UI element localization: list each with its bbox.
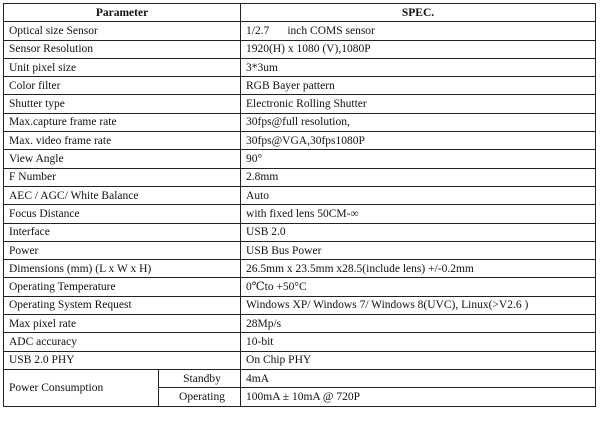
spec-cell: Windows XP/ Windows 7/ Windows 8(UVC), Linux(>V2.6 ) [241, 296, 596, 314]
table-row [4, 40, 596, 58]
param-cell: Operating System Request [4, 296, 241, 314]
table-row [4, 168, 596, 186]
spec-cell: RGB Bayer pattern [241, 77, 596, 95]
spec-cell: 30fps@full resolution, [241, 113, 596, 131]
param-cell: Optical size Sensor [4, 22, 241, 40]
spec-cell: with fixed lens 50CM-∞ [241, 205, 596, 223]
table-row [4, 333, 596, 351]
spec-cell: 90° [241, 150, 596, 168]
power-row-standby [4, 369, 596, 387]
spec-cell: 26.5mm x 23.5mm x28.5(include lens) +/-0.2mm [241, 260, 596, 278]
param-cell: ADC accuracy [4, 333, 241, 351]
table-row [4, 150, 596, 168]
table-row [4, 95, 596, 113]
param-cell: Unit pixel size [4, 58, 241, 76]
spec-cell: 30fps@VGA,30fps1080P [241, 132, 596, 150]
table-row [4, 278, 596, 296]
param-cell: AEC / AGC/ White Balance [4, 186, 241, 204]
header-spec: SPEC. [241, 4, 596, 22]
param-cell: Operating Temperature [4, 278, 241, 296]
spec-cell: 0℃to +50°C [241, 278, 596, 296]
param-cell: Interface [4, 223, 241, 241]
table-row [4, 113, 596, 131]
param-cell: USB 2.0 PHY [4, 351, 241, 369]
spec-cell: Auto [241, 186, 596, 204]
spec-cell: 2.8mm [241, 168, 596, 186]
table-row [4, 223, 596, 241]
power-consumption-label: Power Consumption [4, 369, 159, 406]
table-row [4, 351, 596, 369]
power-value-operating: 100mA ± 10mA @ 720P [241, 388, 596, 406]
header-row [4, 4, 596, 22]
table-row [4, 296, 596, 314]
power-value-standby: 4mA [241, 369, 596, 387]
spec-value-unit: inch COMS sensor [287, 24, 375, 37]
spec-cell: USB Bus Power [241, 241, 596, 259]
param-cell: Dimensions (mm) (L x W x H) [4, 260, 241, 278]
spec-cell [241, 22, 596, 40]
param-cell: F Number [4, 168, 241, 186]
param-cell: Max pixel rate [4, 315, 241, 333]
table-row [4, 260, 596, 278]
spec-cell: 28Mp/s [241, 315, 596, 333]
param-cell: Shutter type [4, 95, 241, 113]
table-row [4, 22, 596, 40]
table-row [4, 132, 596, 150]
spec-cell: 1920(H) x 1080 (V),1080P [241, 40, 596, 58]
spec-cell: 10-bit [241, 333, 596, 351]
table-row [4, 58, 596, 76]
table-row [4, 205, 596, 223]
spec-cell: USB 2.0 [241, 223, 596, 241]
spec-cell: On Chip PHY [241, 351, 596, 369]
power-mode-operating: Operating [159, 388, 241, 406]
table-row [4, 315, 596, 333]
spec-cell: Electronic Rolling Shutter [241, 95, 596, 113]
spec-value-size: 1/2.7 [246, 24, 270, 37]
param-cell: View Angle [4, 150, 241, 168]
spec-cell: 3*3um [241, 58, 596, 76]
param-cell: Power [4, 241, 241, 259]
spec-table [3, 3, 596, 407]
power-mode-standby: Standby [159, 369, 241, 387]
table-row [4, 77, 596, 95]
table-row [4, 186, 596, 204]
header-parameter: Parameter [4, 4, 241, 22]
param-cell: Sensor Resolution [4, 40, 241, 58]
param-cell: Focus Distance [4, 205, 241, 223]
table-row [4, 241, 596, 259]
param-cell: Color filter [4, 77, 241, 95]
param-cell: Max.capture frame rate [4, 113, 241, 131]
param-cell: Max. video frame rate [4, 132, 241, 150]
